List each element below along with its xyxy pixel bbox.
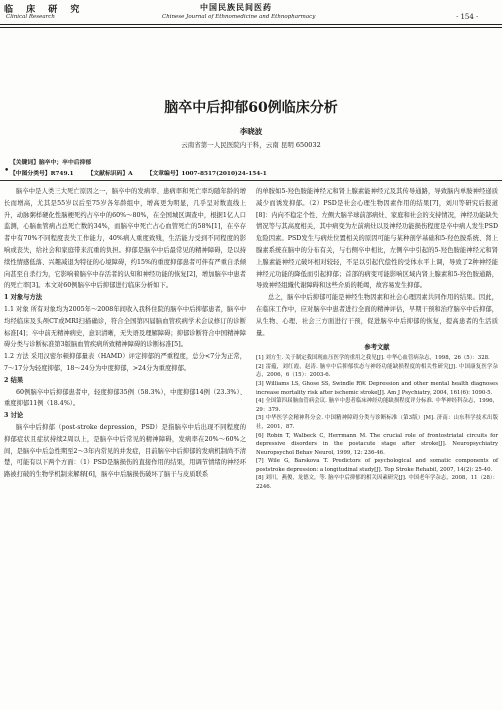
section-heading: 2 结果 xyxy=(4,376,24,384)
right-column-body xyxy=(256,186,498,339)
page-number: · 154 · xyxy=(456,13,479,21)
body-paragraph: 1.2 方法 采用汉密尔顿抑郁量表（HAMD）评定抑郁的严重程度，总分<7分为正常，7～17分为轻度抑郁，18～24分为中度抑郁，>24分为重度抑郁。 xyxy=(4,353,246,372)
clc-number: 【中图分类号】R749.1 xyxy=(10,171,74,177)
affiliation: 云南省第一人民医院内干科，云南 昆明 650032 xyxy=(181,141,321,149)
body-paragraph: 1.1 对象 所有对象均为2005年～2008年间收入我科住院的脑卒中后抑郁患者，脑卒中均经临床及头颅CT或MRI扫描确诊，符合全国第四届脑血管疾病学术会议修订的诊断标准[4]；卒中前无精神病史，意识清晰，无失语及理解障碍；抑郁诊断符合中国精神障碍分类与诊断标准第3版脑血管疾病所致精神障碍的诊断标准[5]。 xyxy=(4,305,246,349)
reference-item: [4] 全国第四届脑血管病会议. 脑卒中患者临床神经功能缺损程度评分标准. 中华神经科杂志，1996，29：379. xyxy=(256,398,498,413)
section-label-en: Clinical Research xyxy=(6,14,55,20)
right-column xyxy=(256,186,498,492)
references-heading: 参考文献 xyxy=(364,344,390,352)
header-rule xyxy=(0,24,502,25)
header-rule-thin xyxy=(0,27,502,28)
body-paragraph: 总之，脑卒中后抑郁可能是神经生物因素和社会心理因素共同作用的结果。因此，在临床工作中，应对脑卒中患者进行全面的精神评估，早期干预和治疗脑卒中后抑郁，从生物、心理、社会三方面进行干预，促进脑卒中后抑郁的恢复，提高患者的生活质量。 xyxy=(256,294,498,337)
left-column xyxy=(4,186,246,481)
reference-item: [2] 雷蕴，刘红霞，赵涛. 脑卒中后抑郁状态与神经功能缺损程度的相关性研究[J]. 中国康复医学杂志，2006，6（15）：2003-6. xyxy=(256,363,498,379)
reference-item: [6] Robin T, Walbeck C, Herrmann M. The crucial role of frontostriatal circuits for depressive disorders in the postacute stage after stroke[J]. Neuropsychiatry Neuropsychol Behav Neurol, 1999, 12: 236-46. xyxy=(256,432,498,456)
meta-rule xyxy=(0,180,502,181)
body-paragraph: 脑卒中后抑郁（post-stroke depression，PSD）是指脑卒中后出现不同程度的抑郁症状且症状持续2周以上，是脑卒中后常见的精神障碍，发病率在20%～60%之间，是脑卒中后急性期至2～3年内常见的并发症，目前脑卒中后抑郁的发病机制尚不清楚，可能有以下两个方面：（1）PSD是脑损伤的直接作用的结果，用调节情绪的神经环路被打破的生物学机制来解释[6]，脑卒中后脑损伤破坏了脑干与皮质联系 xyxy=(4,423,246,479)
body-paragraph: 60例脑卒中后抑郁患者中，轻度抑郁35例（58.3%），中度抑郁14例（23.3%）、重度抑郁11例（18.4%）。 xyxy=(4,388,246,408)
article-number: 【文章编号】1007-8517(2010)24-154-1 xyxy=(146,171,267,177)
reference-item: [3] Williams LS, Ghose SS, Swindle RW. Depression and other mental health diagnoses increase mortality risk after ischemic stroke[J]. Am J Psychiatry, 2004, 161(6): 1090-5. xyxy=(256,380,498,396)
document-code: 【文献标识码】A xyxy=(87,171,133,177)
references-list xyxy=(256,354,498,492)
article-title: 脑卒中后抑郁60例临床分析 xyxy=(164,100,338,116)
bullet-dot: • xyxy=(4,166,10,176)
reference-item: [7] Wile G, Barskova T. Predictors of psychological and somatic components of poststroke depression: a longitudinal study[J]. Top Stroke Rehabil, 2007, 14(2): 25-40. xyxy=(256,458,498,473)
section-heading: 1 对象与方法 xyxy=(4,294,43,302)
reference-item: [8] 刘川，燕俊，龙德文，等. 脑卒中后抑郁的相关因素研究[J]. 中国老年学杂志，2008，11（28）：2246. xyxy=(256,475,498,491)
body-paragraph: 脑卒中是人类三大死亡原因之一，脑卒中的发病率、患病率和死亡率均随年龄的增长而增高，尤其是55岁以后至75岁各年龄组中，增高更为明显，几乎呈对数直线上升，动脉粥样硬化性脑梗死约占卒中的60%～80%，在全国城区调查中，根据1亿人口监测，心脑血管病占总死亡数的34%，而脑卒中死亡占心血管死亡的58%[1]，在卒存者中有70%不同程度丧失工作能力，40%病人重度致残，生活能力受到不同程度的影响或丧失，给社会和家庭带来沉重的负担。抑郁是脑卒中后最常见的精神障碍，是以持续性情感低落、兴趣减退为特征的心境障碍，约15%的重度抑郁患者可伴有严重自杀倾向甚至自杀行为，它影响着脑卒中存活者的认知和神经功能的恢复[2]，增加脑卒中患者的死亡率[3]。本文对60例脑卒中后抑郁进行临床分析如下。 xyxy=(4,188,246,290)
journal-name: 中国民族民间医药 xyxy=(200,2,272,12)
running-header xyxy=(0,0,502,34)
classification-line xyxy=(10,168,490,177)
reference-item: [1] 刘方生. 关于制定我国现血压医学的重用之我见[J]. 中华心血管病杂志，1998，26（5）：328. xyxy=(256,355,490,362)
reference-item: [5] 中华医学会精神科分会. 中国精神障碍分类与诊断标准（第3版）[M]. 济南：山东科学技术出版社，2001，87. xyxy=(256,415,498,430)
section-label: 临 床 研 究 xyxy=(4,5,85,15)
author: 李晓波 xyxy=(239,127,263,136)
section-heading: 3 讨论 xyxy=(4,412,24,420)
keywords: 【关键词】脑卒中；卒中后抑郁 xyxy=(10,160,92,166)
body-paragraph: 的单胺如5-羟色胺能神经元和肾上腺素能神经元及其传导通路，导致脑内单胺神经递质减少而诱发抑郁。（2）PSD是社会心理生物因素作用的结果[7]，刘川等研究后报道[8]：内向不稳定个性、左侧大脑半球前部病灶、家庭和社会的支持情况，神经功能缺失情况等与其高度相关，其中病变为左前病灶以及神经功能损伤程度是卒中病人发生PSD危险因素。PSD发生与病灶位置相关的原因可能与某种剖学基础和5-羟色胺系统、肾上腺素系统在脑中的分布有关，与右侧卒中相比，左侧卒中引起的5-羟色胺能神经元和肾上腺素能神经元破坏相对较轻，不足以引起代偿性的受体水平上调，导致了2种神经能神经元功能的降低而引起抑郁；首部的病变可能影响区域内肾上腺素和5-羟色胺通路，导致神经组織代谢障碍和这些介质的耗竭，故容易发生抑郁。 xyxy=(256,188,498,290)
journal-name-en: Chinese Journal of Ethnomedicine and Ethnopharmacy xyxy=(162,14,316,20)
